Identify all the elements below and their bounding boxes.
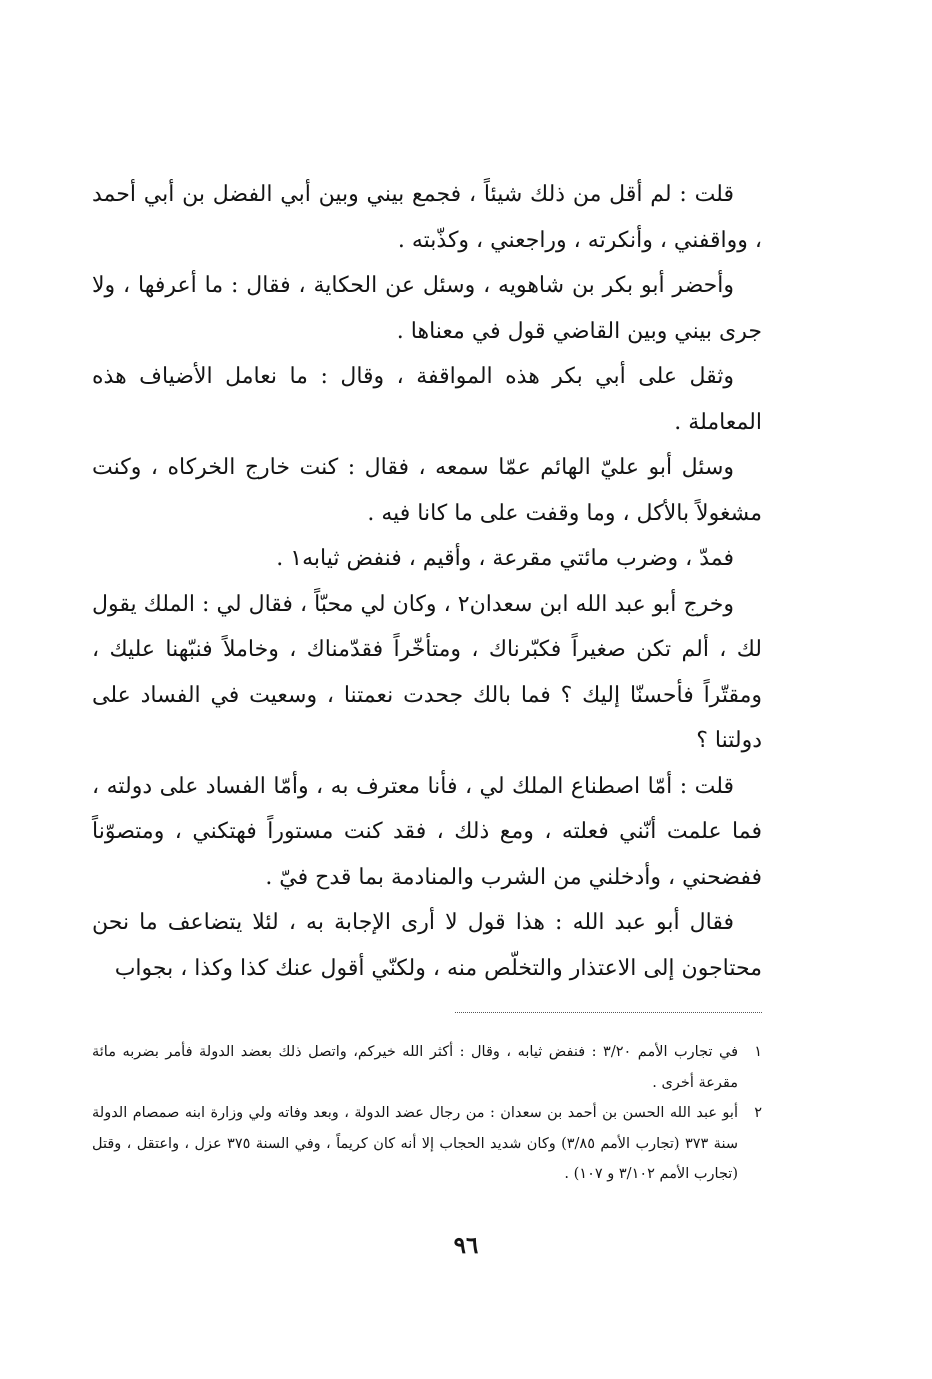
footnote-number: ٢ [754,1105,762,1121]
paragraph: وأحضر أبو بكر بن شاهويه ، وسئل عن الحكاية ، فقال : ما أعرفها ، ولا جرى بيني وبين القاضي قول في معناها . [92,273,762,344]
paragraph: وثقل على أبي بكر هذه المواقفة ، وقال : ما نعامل الأضياف هذه المعاملة . [92,364,762,435]
footnote-number: ١ [754,1044,762,1060]
paragraph: فقال أبو عبد الله : هذا قول لا أرى الإجابة به ، لئلا يتضاعف ما نحن محتاجون إلى الاعتذار والتخلّص منه ، ولكنّي أقول عنك كذا وكذا ، بجواب [92,910,762,981]
paragraph: وخرج أبو عبد الله ابن سعدان٢ ، وكان لي محبّاً ، فقال لي : الملك يقول لك ، ألم تكن صغيراً فكبّرناك ، ومتأخّراً فقدّمناك ، وخاملاً فنبّهنا عليك ، ومقتّراً فأحسنّا إليك ؟ فما بالك جحدت نعمتنا ، وسعيت في الفساد على دولتنا ؟ [92,591,762,753]
page-number: ٩٦ [453,1232,479,1259]
footnote [92,1037,762,1098]
footnote-separator [455,1012,762,1013]
footnote-text: أبو عبد الله الحسن بن أحمد بن سعدان : من رجال عضد الدولة ، وبعد وفاته ولي وزارة ابنه صمصام الدولة سنة ٣٧٣ (تجارب الأمم ٣/٨٥) وكان شديد الحجاب إلا أنه كان كريماً ، وفي السنة ٣٧٥ عزل ، واعتقل ، وقتل (تجارب الأمم ٣/١٠٢ و ١٠٧) . [92,1105,738,1182]
footnote [92,1098,762,1190]
footnotes [92,1037,762,1190]
paragraph: وسئل أبو عليّ الهائم عمّا سمعه ، فقال : كنت خارج الخركاه ، وكنت مشغولاً بالأكل ، وما وقفت على ما كانا فيه . [92,455,762,526]
paragraph: فمدّ ، وضرب مائتي مقرعة ، وأقيم ، فنفض ثيابه١ . [276,546,734,571]
footnote-text: في تجارب الأمم ٣/٢٠ : فنفض ثيابه ، وقال : أكثر الله خيركم، واتصل ذلك بعضد الدولة فأمر بضربه مائة مقرعة أخرى . [92,1044,739,1091]
main-text [92,172,762,991]
paragraph: قلت : لم أقل من ذلك شيئاً ، فجمع بيني وبين أبي الفضل بن أبي أحمد ، وواقفني ، وأنكرته ، وراجعني ، وكذّبته . [92,182,762,253]
paragraph: قلت : أمّا اصطناع الملك لي ، فأنا معترف به ، وأمّا الفساد على دولته ، فما علمت أنّني فعلته ، ومع ذلك ، فقد كنت مستوراً فهتكني ، ومتصوّناً ففضحني ، وأدخلني من الشرب والمنادمة بما قدح فيّ . [92,773,762,890]
